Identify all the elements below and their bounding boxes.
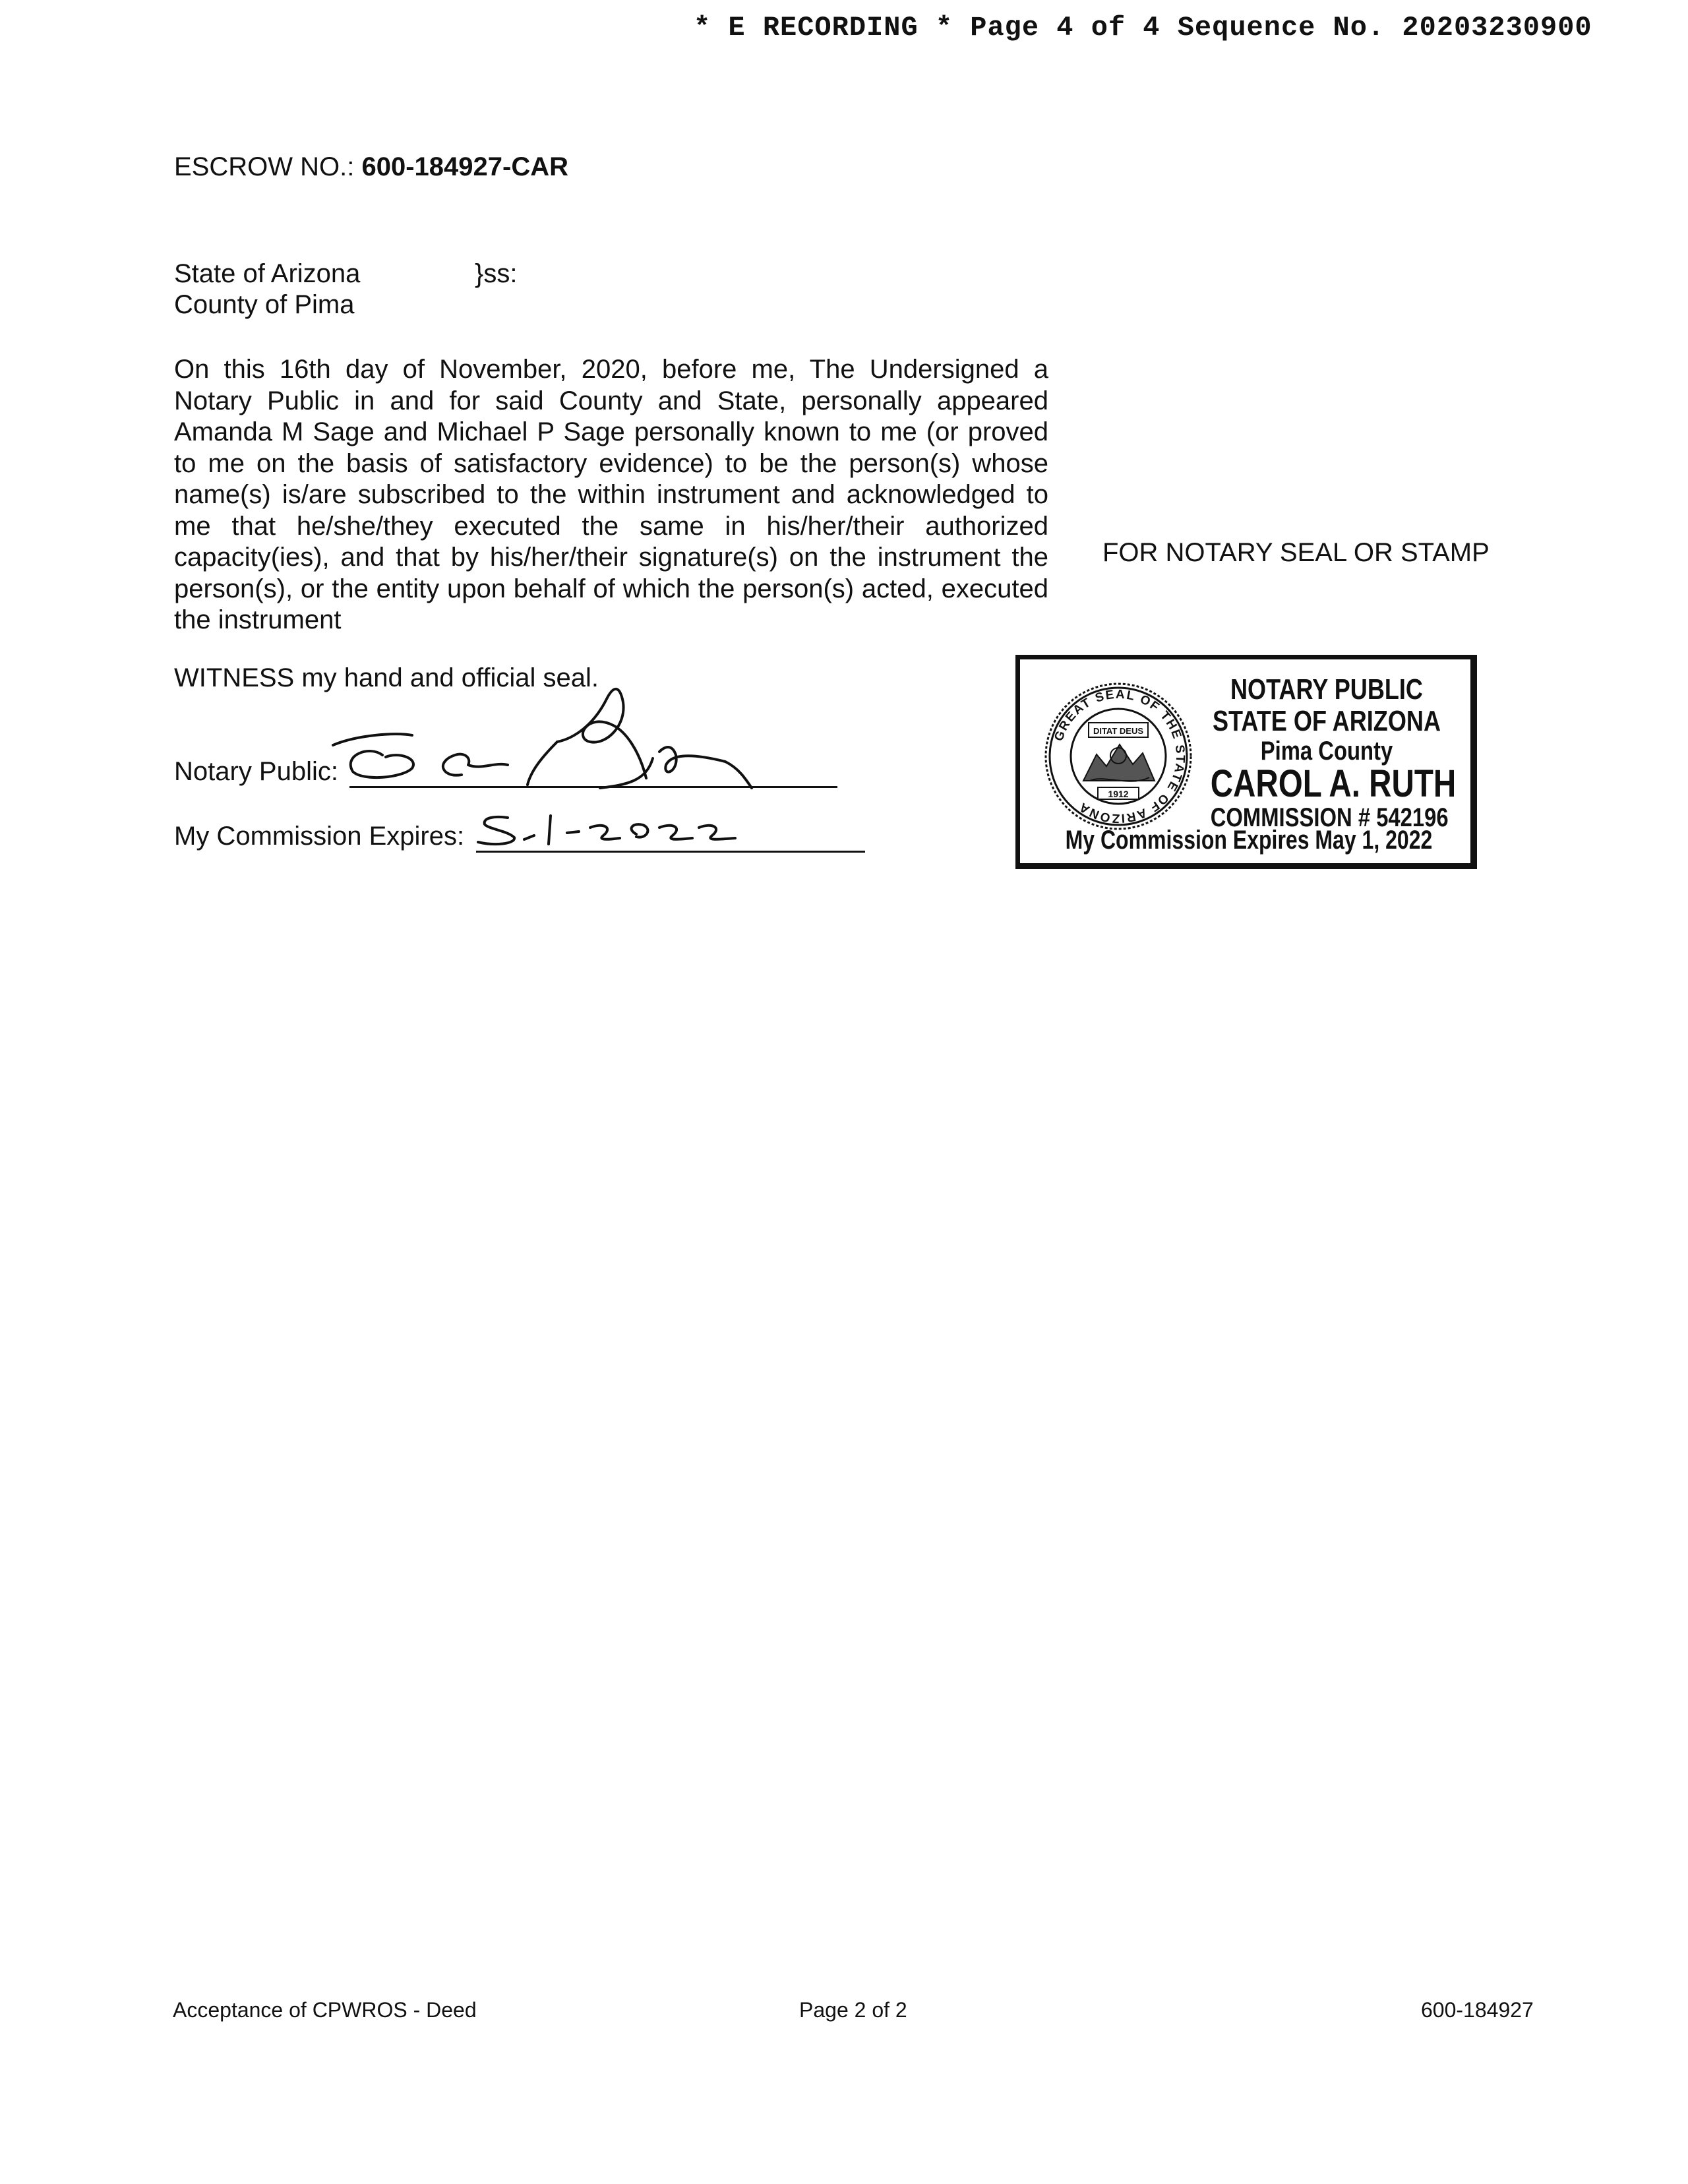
escrow-number: 600-184927-CAR xyxy=(361,152,568,181)
seal-year: 1912 xyxy=(1108,789,1129,799)
commission-expires-label: My Commission Expires: xyxy=(174,822,465,851)
stamp-notary-public: NOTARY PUBLIC xyxy=(1230,673,1423,706)
witness-line: WITNESS my hand and official seal. xyxy=(174,663,599,692)
venue-county: County of Pima xyxy=(174,290,355,319)
handwritten-expiration-date xyxy=(475,808,752,854)
acknowledgment-text: On this 16th day of November, 2020, before me, The Undersigned a Notary Public in and for said County and State, personally appeared Amanda M Sage and Michael P Sage personally known to me (or proved to me on the basis of satisfactory evidence) to be the person(s) whose name(s) is/are subscribed to the within instrument and acknowledged to me that he/she/they executed the same in his/her/their authorized capacity(ies), and that by his/her/their signature(s) on the instrument the person(s), or the entity upon behalf of which the person(s) acted, executed the instrument xyxy=(174,355,1048,634)
recording-header: * E RECORDING * Page 4 of 4 Sequence No. 20203230900 xyxy=(694,12,1592,44)
stamp-text-block xyxy=(1210,673,1457,832)
footer-escrow-number: 600-184927 xyxy=(1421,1998,1534,2022)
stamp-commission-number: COMMISSION # 542196 xyxy=(1210,803,1449,832)
footer-page-number: Page 2 of 2 xyxy=(799,1998,907,2022)
stamp-notary-name: CAROL A. RUTH xyxy=(1210,762,1457,805)
venue-ss: }ss: xyxy=(475,259,518,288)
footer-document-title: Acceptance of CPWROS - Deed xyxy=(173,1998,477,2022)
arizona-state-seal-icon xyxy=(1044,682,1193,831)
stamp-state: STATE OF ARIZONA xyxy=(1212,705,1441,737)
stamp-county: Pima County xyxy=(1260,737,1393,766)
venue-state: State of Arizona xyxy=(174,259,361,288)
notary-stamp xyxy=(1015,655,1477,869)
notary-signature xyxy=(330,673,778,804)
escrow-label: ESCROW NO.: xyxy=(174,152,355,181)
seal-placeholder-label: FOR NOTARY SEAL OR STAMP xyxy=(1102,538,1490,567)
seal-motto: DITAT DEUS xyxy=(1093,726,1144,736)
acknowledgment-paragraph xyxy=(174,354,1048,636)
escrow-line xyxy=(174,152,568,183)
stamp-expiration: My Commission Expires May 1, 2022 xyxy=(1065,826,1433,855)
seal-ring-text: GREAT SEAL OF THE STATE OF ARIZONA xyxy=(1052,687,1188,826)
notary-public-label: Notary Public: xyxy=(174,757,338,786)
